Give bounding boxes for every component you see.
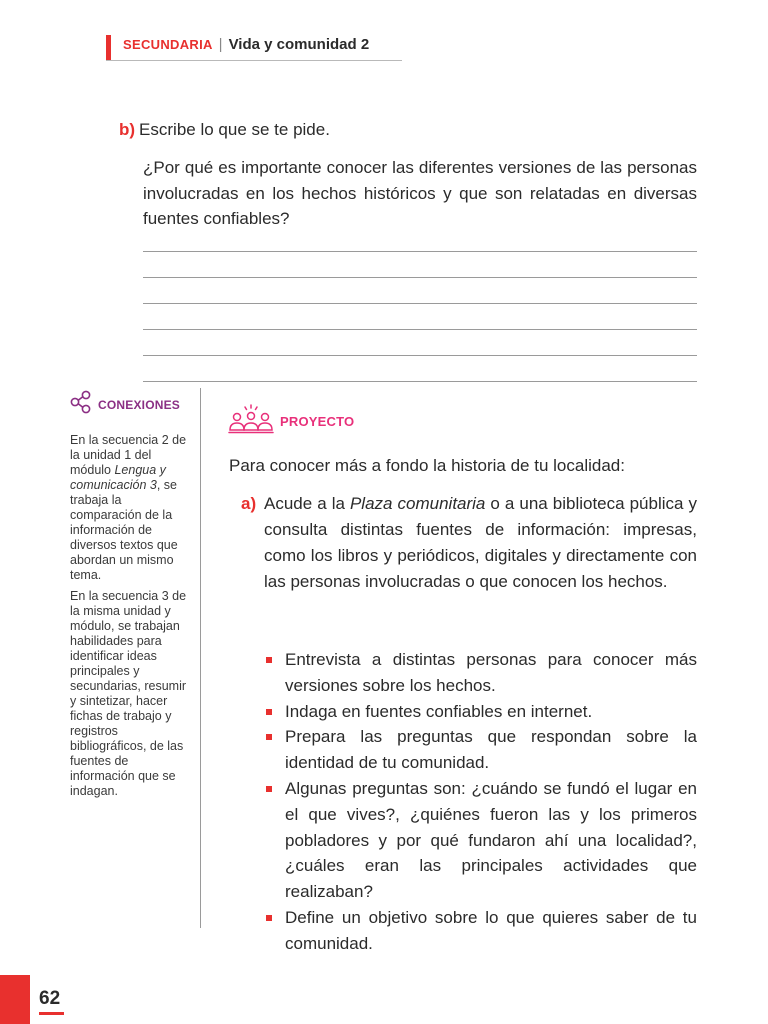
answer-line[interactable]	[143, 251, 697, 252]
conexiones-module-name: Lengua y comunicación 3	[70, 463, 166, 492]
bullet-text: Algunas preguntas son: ¿cuándo se fundó el lugar en el que vives?, ¿quiénes fueron las y los primeros pobladores y por qué fundaron ahí una localidad?, ¿cuáles eran las principales actividades que realizaban?	[285, 778, 697, 902]
conexiones-sidebar	[70, 390, 192, 805]
header-level: SECUNDARIA	[123, 37, 213, 52]
conexiones-label: CONEXIONES	[98, 397, 181, 412]
question-b-letter: b)	[119, 120, 136, 139]
bullet-text: Prepara las preguntas que respondan sobre la identidad de tu comunidad.	[285, 727, 697, 773]
header-title: Vida y comunidad 2	[228, 36, 370, 53]
plaza-comunitaria: Plaza comunitaria	[349, 494, 486, 513]
team-icon	[228, 404, 274, 439]
item-a-text-start: Acude a la	[264, 494, 350, 513]
header-separator: |	[218, 36, 223, 53]
bullet-square-icon	[266, 734, 272, 740]
list-item	[264, 724, 697, 776]
bullet-square-icon	[266, 915, 272, 921]
page-number-underline	[39, 1012, 64, 1015]
question-b-text: ¿Por qué es importante conocer las diferentes versiones de las personas involucradas en los hechos históricos y que son relatadas en diversas fuentes confiables?	[143, 158, 697, 228]
conexiones-paragraph-1	[70, 433, 192, 583]
item-a-letter: a)	[241, 494, 257, 513]
page-number: 62	[39, 988, 61, 1009]
list-item	[264, 699, 697, 725]
answer-lines[interactable]	[143, 251, 697, 407]
page-corner-block	[0, 975, 30, 1024]
item-a-text-end: o a una biblioteca pública y consulta distintas fuentes de información: impresas, como los libros y periódicos, digitales y directamente con las personas involucradas o que conocen los hechos.	[264, 494, 698, 591]
bullet-square-icon	[266, 709, 272, 715]
question-b-instruction-text: Escribe lo que se te pide.	[139, 120, 330, 139]
bullet-text: Define un objetivo sobre lo que quieres saber de tu comunidad.	[285, 907, 697, 953]
conexiones-p1-text-end: , se trabaja la comparación de la información de diversos textos que abordan un mismo tema.	[70, 478, 178, 582]
conexiones-p1-text: En la secuencia 2 de la unidad 1 del módulo	[70, 433, 187, 477]
proyecto-header	[228, 404, 354, 439]
proyecto-label: PROYECTO	[280, 414, 355, 429]
item-a-text	[264, 491, 697, 595]
answer-line[interactable]	[143, 277, 697, 278]
answer-line[interactable]	[143, 329, 697, 330]
proyecto-intro: Para conocer más a fondo la historia de tu localidad:	[229, 456, 625, 475]
answer-line[interactable]	[143, 381, 697, 382]
bullet-text: Entrevista a distintas personas para conocer más versiones sobre los hechos.	[285, 650, 697, 695]
bullet-text: Indaga en fuentes confiables en internet.	[285, 701, 593, 721]
page-header	[123, 34, 369, 56]
bullet-square-icon	[266, 657, 272, 663]
proyecto-bullet-list	[264, 647, 697, 957]
sidebar-divider	[200, 388, 201, 928]
header-rule	[106, 60, 402, 61]
list-item	[264, 647, 697, 699]
header-accent-bar	[106, 35, 111, 61]
list-item	[264, 905, 697, 957]
conexiones-paragraph-2: En la secuencia 3 de la misma unidad y módulo, se trabajan habilidades para identificar ideas principales y secundarias, resumir y sintetizar, hacer fichas de trabajo y registros bibliográficos, de las fuentes de información que se indagan.	[70, 589, 187, 798]
answer-line[interactable]	[143, 355, 697, 356]
list-item	[264, 776, 697, 905]
conexiones-header	[70, 390, 192, 419]
share-icon	[70, 390, 92, 419]
answer-line[interactable]	[143, 303, 697, 304]
bullet-square-icon	[266, 786, 272, 792]
question-b-instruction	[119, 118, 330, 142]
